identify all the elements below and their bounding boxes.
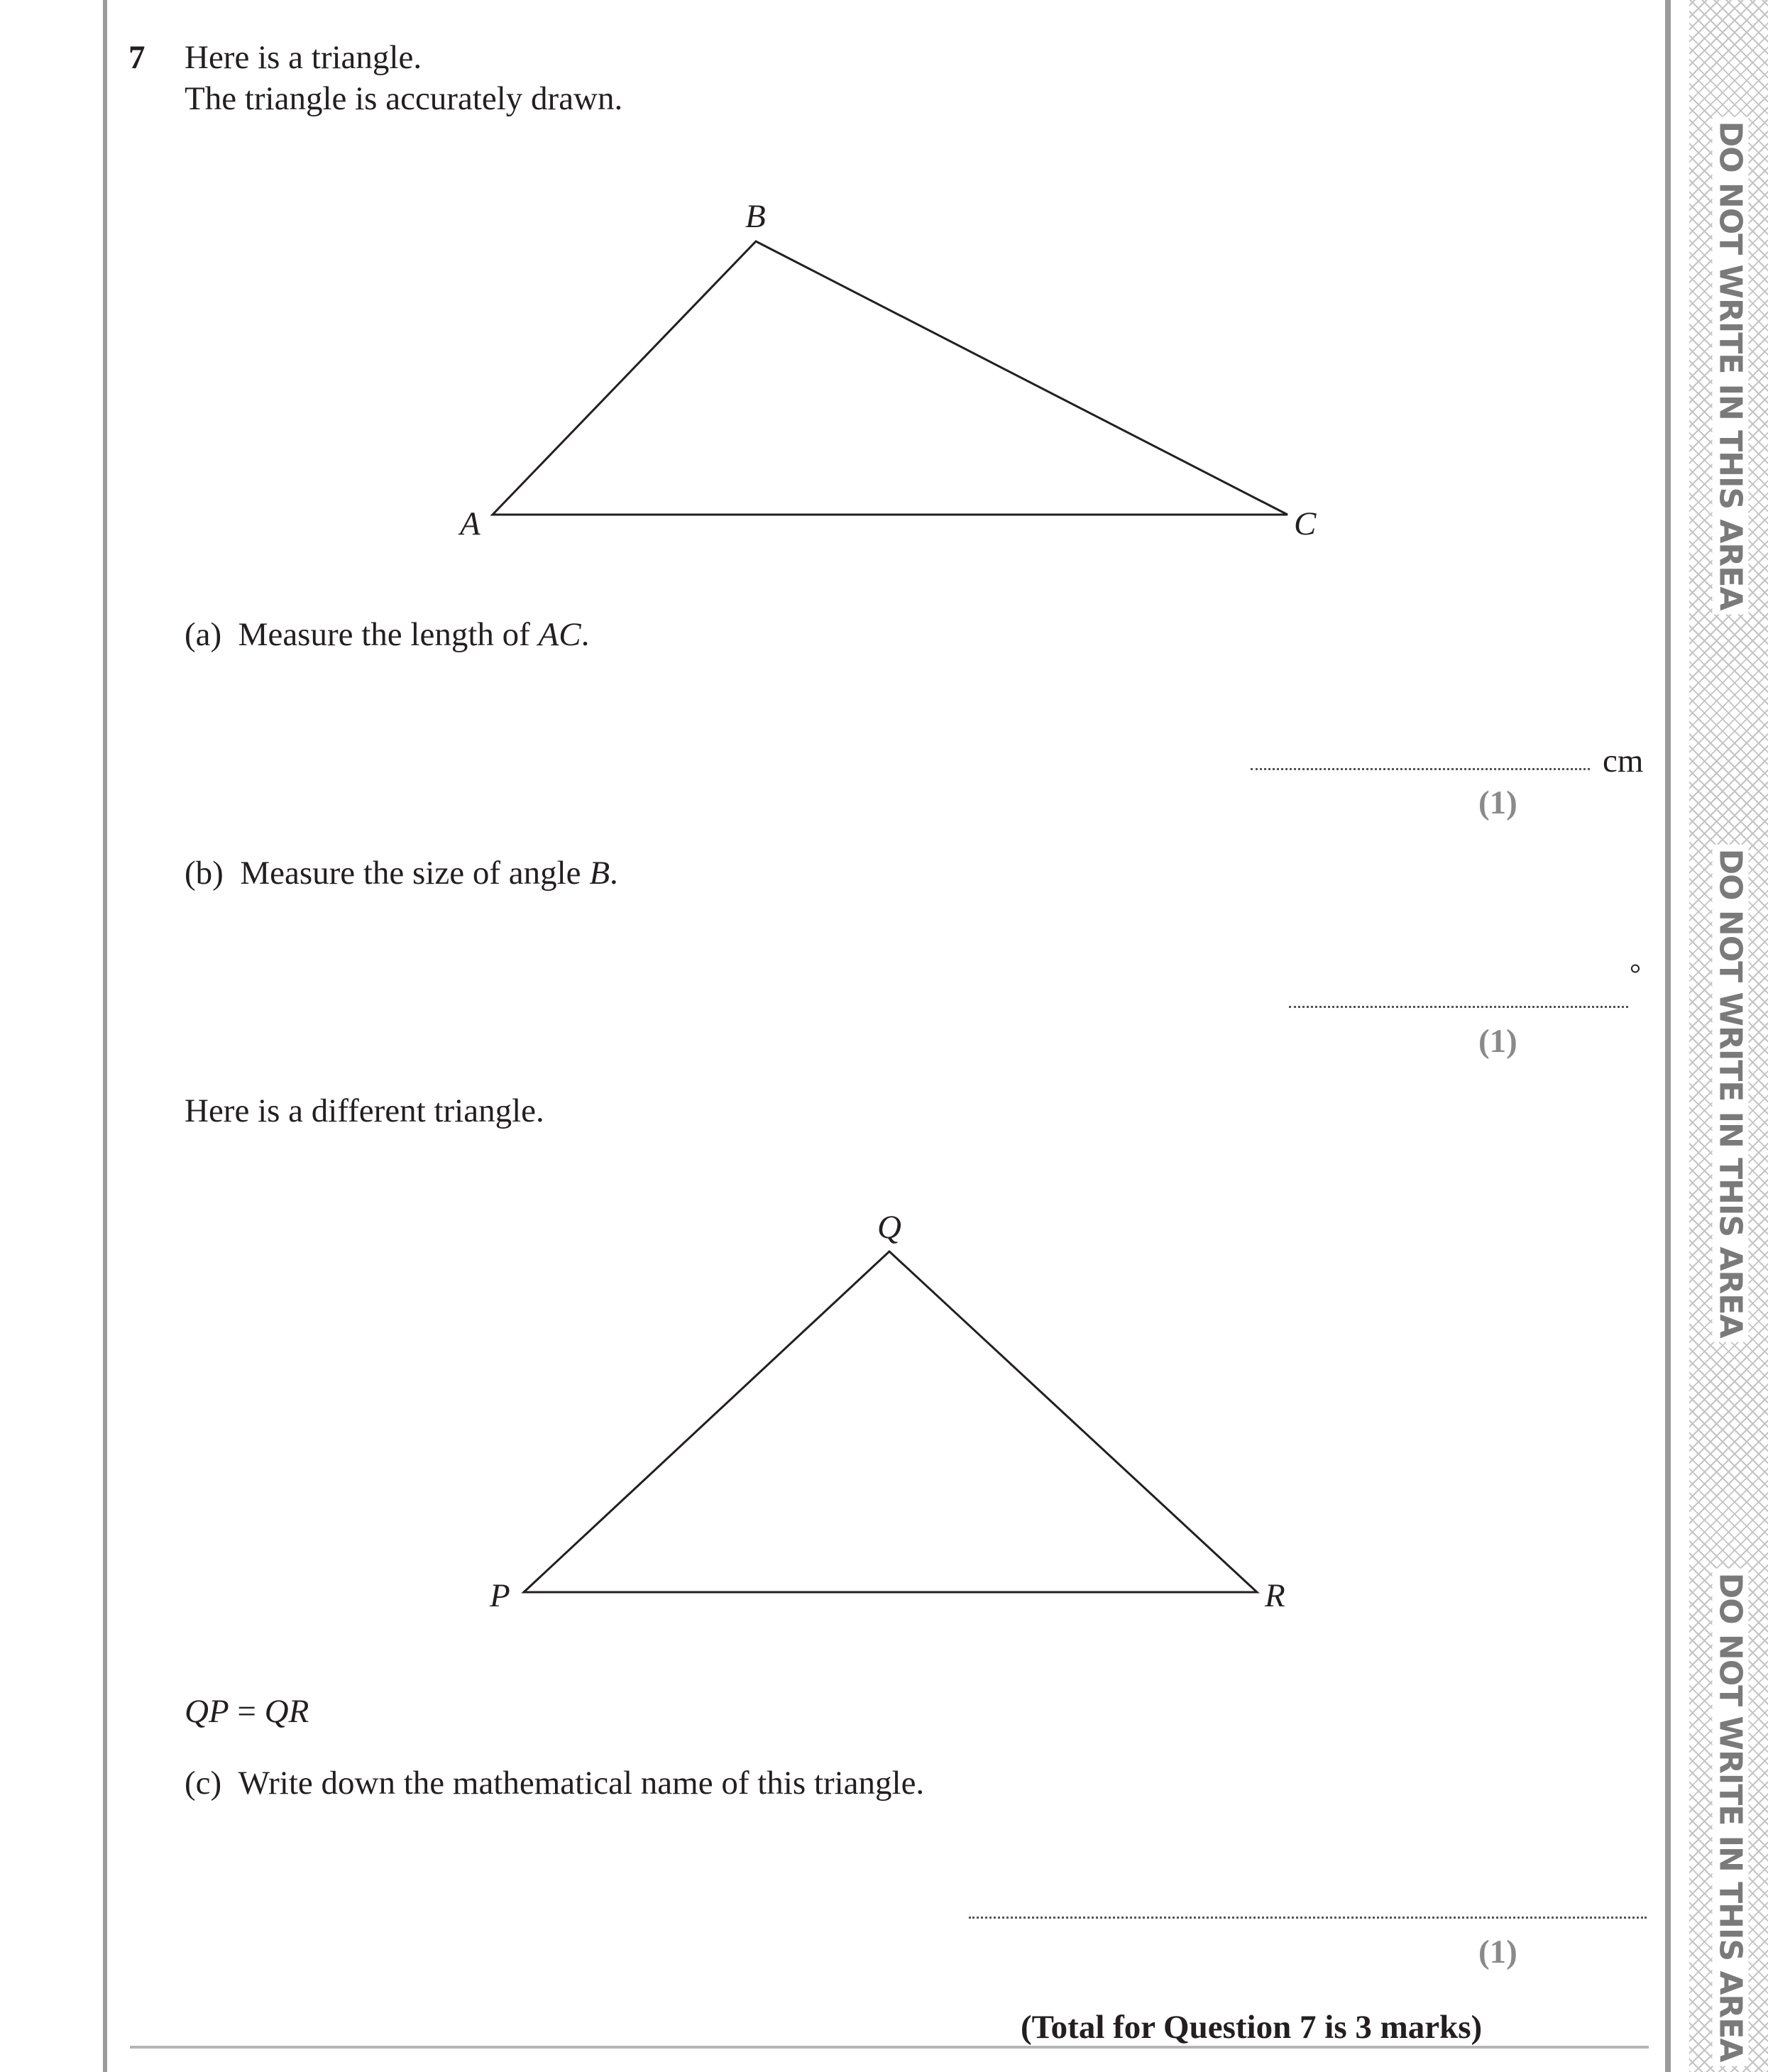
condition-equals: = [229,1693,265,1730]
answer-line-b[interactable] [1289,1006,1628,1008]
part-c-text: Write down the mathematical name of this triangle. [238,1765,925,1802]
answer-line-a[interactable] [1251,768,1590,770]
part-b-text: Measure the size of angle [240,855,590,892]
vertex-label-a: A [460,505,481,542]
part-b-letter: (b) [185,855,224,892]
question-intro-line2: The triangle is accurately drawn. [185,80,623,117]
total-marks: (Total for Question 7 is 3 marks) [1021,2009,1483,2046]
answer-line-c[interactable] [969,1917,1647,1919]
vertex-label-r: R [1265,1577,1285,1614]
marks-c: (1) [1478,1934,1517,1970]
vertex-label-b: B [745,198,766,235]
different-triangle-text: Here is a different triangle. [185,1092,544,1129]
triangle-pqr [524,1251,1257,1592]
exam-page: DO NOT WRITE IN THIS AREA DO NOT WRITE IN THIS AREA DO NOT WRITE IN THIS AREA 7 Here is a triangle. The triangle is accurately drawn. B A C (a) Measure the length of AC. cm (1) (b) Measure the size of angle B. ° (1) Here is a different triangle. Q P R QP = QR (c) Write down the mathematical name of this triangle. (1) (Total for Question 7 is 3 marks) [0,0,1768,2072]
vertex-label-q: Q [877,1209,901,1246]
part-b-end: . [610,855,618,892]
part-c-letter: (c) [185,1765,222,1802]
part-b-symbol: B [589,855,610,892]
question-number: 7 [128,39,145,76]
marks-b: (1) [1478,1023,1517,1060]
part-a-end: . [581,616,590,653]
condition-left: QP [185,1693,229,1730]
answer-unit-degree: ° [1630,958,1641,990]
part-a-question [185,618,589,652]
marks-a: (1) [1478,784,1517,821]
part-a-symbol: AC [538,616,581,653]
condition-right: QR [264,1693,309,1730]
triangle-abc [493,241,1287,515]
part-a-letter: (a) [185,616,222,653]
part-a-text: Measure the length of [238,616,539,653]
vertex-label-c: C [1294,505,1317,542]
equal-sides-condition [185,1695,309,1728]
answer-unit-cm: cm [1603,742,1644,779]
part-c-question [185,1767,924,1800]
question-intro-line1: Here is a triangle. [185,39,422,76]
vertex-label-p: P [490,1577,510,1614]
part-b-question [185,857,618,890]
